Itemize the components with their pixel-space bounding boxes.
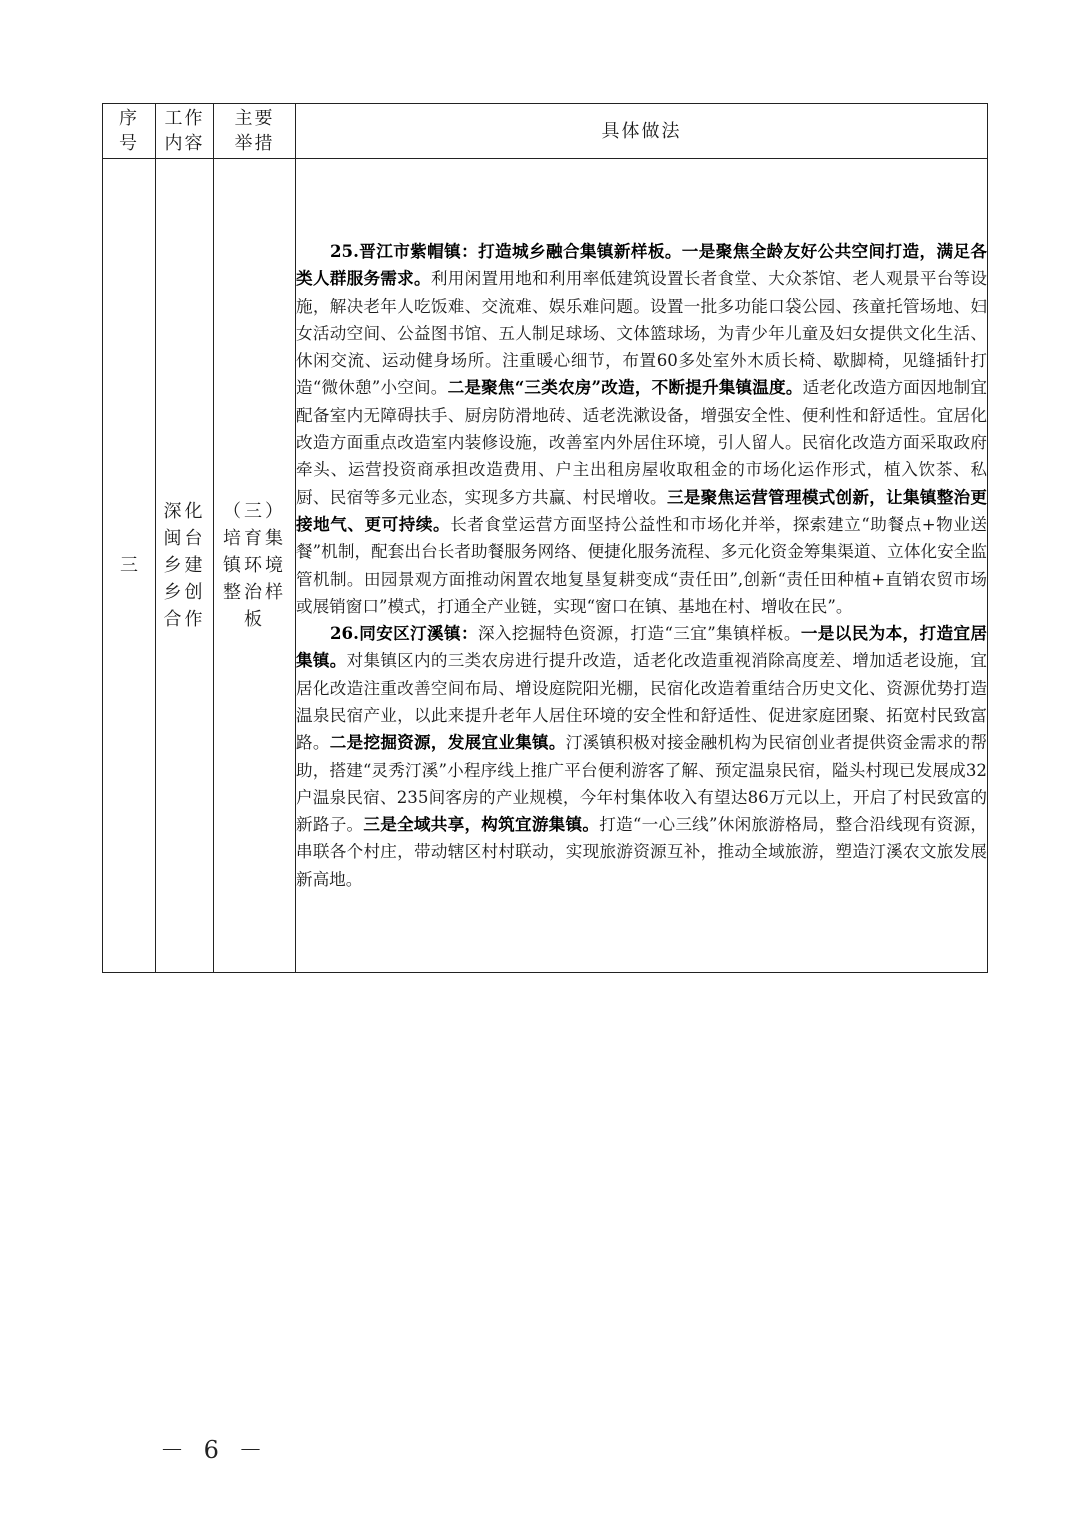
policy-table — [102, 103, 988, 973]
table-row — [103, 159, 988, 973]
header-main-measures: 主要 举措 — [214, 104, 296, 159]
paragraph-item-26: 26.同安区汀溪镇：深入挖掘特色资源，打造“三宜”集镇样板。一是以民为本，打造宜居集镇。对集镇区内的三类农房进行提升改造，适老化改造重视消除高度差、增加适老设施，宜居化改造注重改善空间布局、增设庭院阳光棚，民宿化改造着重结合历史文化、资源优势打造温泉民宿产业，以此来提升老年人居住环境的安全性和舒适性、促进家庭团聚、拓宽村民致富路。二是挖掘资源，发展宜业集镇。汀溪镇积极对接金融机构为民宿创业者提供资金需求的帮助，搭建“灵秀汀溪”小程序线上推广平台便利游客了解、预定温泉民宿，隘头村现已发展成32户温泉民宿、235间客房的产业规模，今年村集体收入有望达86万元以上，开启了村民致富的新路子。三是全域共享，构筑宜游集镇。打造“一心三线”休闲旅游格局，整合沿线现有资源，串联各个村庄，带动辖区村村联动，实现旅游资源互补，推动全域旅游，塑造汀溪农文旅发展新高地。 — [296, 623, 988, 889]
header-seq: 序 号 — [103, 104, 156, 159]
header-specific-methods: 具体做法 — [296, 104, 988, 159]
table-header-row — [103, 104, 988, 159]
header-work-content: 工作 内容 — [156, 104, 214, 159]
page-number: － 6 － — [160, 1436, 269, 1464]
row-work-content: 深化 闽台 乡建 乡创 合作 — [156, 159, 214, 973]
row-specific-methods — [296, 159, 988, 973]
paragraph-item-25: 25.晋江市紫帽镇：打造城乡融合集镇新样板。一是聚焦全龄友好公共空间打造，满足各类人群服务需求。利用闲置用地和利用率低建筑设置长者食堂、大众茶馆、老人观景平台等设施，解决老年人吃饭难、交流难、娱乐难问题。设置一批多功能口袋公园、孩童托管场地、妇女活动空间、公益图书馆、五人制足球场、文体篮球场，为青少年儿童及妇女提供文化生活、休闲交流、运动健身场所。注重暖心细节，布置60多处室外木质长椅、歇脚椅，见缝插针打造“微休憩”小空间。二是聚焦“三类农房”改造，不断提升集镇温度。适老化改造方面因地制宜配备室内无障碍扶手、厨房防滑地砖、适老洗漱设备，增强安全性、便利性和舒适性。宜居化改造方面重点改造室内装修设施，改善室内外居住环境，引人留人。民宿化改造方面采取政府牵头、运营投资商承担改造费用、户主出租房屋收取租金的市场化运作形式，植入饮茶、私厨、民宿等多元业态，实现多方共赢、村民增收。三是聚焦运营管理模式创新，让集镇整治更接地气、更可持续。长者食堂运营方面坚持公益性和市场化并举，探索建立“助餐点+物业送餐”机制，配套出台长者助餐服务网络、便捷化服务流程、多元化资金筹集渠道、立体化安全监管机制。田园景观方面推动闲置农地复垦复耕变成“责任田”,创新“责任田种植+直销农贸市场或展销窗口”模式，打通全产业链，实现“窗口在镇、基地在村、增收在民”。 — [296, 240, 988, 616]
row-seq: 三 — [103, 159, 156, 973]
row-main-measure: （三） 培育集 镇环境 整治样 板 — [214, 159, 296, 973]
